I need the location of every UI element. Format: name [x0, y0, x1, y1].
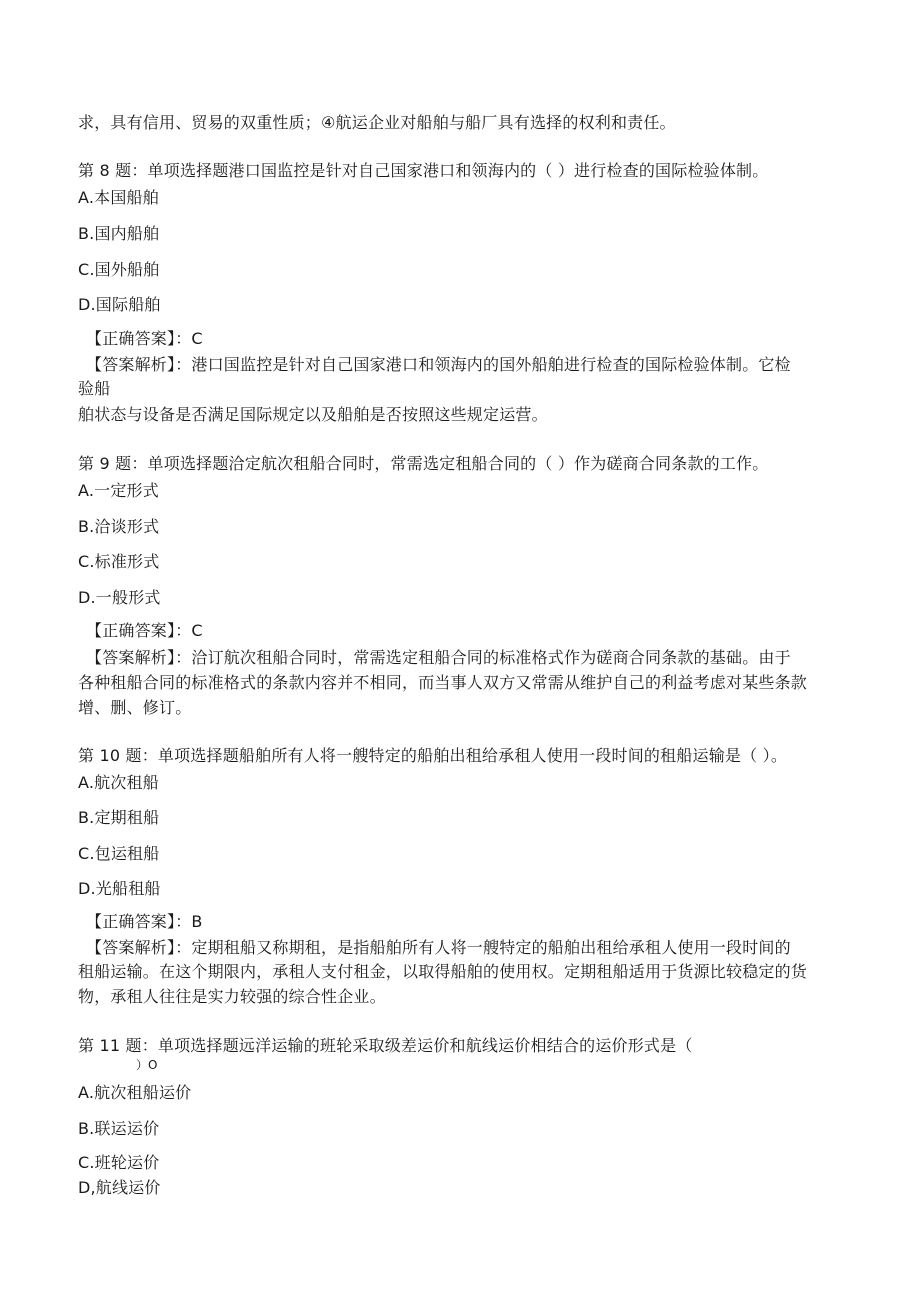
option-a: A.本国船舶 [78, 188, 159, 207]
explanation-line: 舶状态与设备是否满足国际规定以及船舶是否按照这些规定运营。 [78, 405, 548, 424]
question-stem-tail: ）O [136, 1058, 158, 1072]
option-a: A.航次租船 [78, 773, 159, 792]
option-d: D.国际船舶 [78, 295, 161, 314]
explanation-line: 【答案解析】：港口国监控是针对自己国家港口和领海内的国外船舶进行检查的国际检验体制。它检 [86, 355, 791, 374]
intro-line: 求，具有信用、贸易的双重性质；④航运企业对船舶与船厂具有选择的权利和责任。 [78, 113, 676, 132]
explanation-line: 【答案解析】：洽订航次租船合同时，常需选定租船合同的标准格式作为磋商合同条款的基础。由于 [86, 648, 791, 667]
correct-answer: 【正确答案】：C [86, 621, 203, 640]
option-b: B.联运运价 [78, 1119, 160, 1138]
question-stem: 第 11 题：单项选择题远洋运输的班轮采取级差运价和航线运价相结合的运价形式是（ [78, 1036, 693, 1055]
explanation-line: 验船 [78, 379, 111, 398]
explanation-line: 增、删、修订。 [78, 698, 192, 717]
option-c: C.国外船舶 [78, 260, 160, 279]
option-d: D.光船租船 [78, 879, 161, 898]
explanation-line: 各种租船合同的标准格式的条款内容并不相同，而当事人双方又常需从维护自己的利益考虑对某些条款 [78, 673, 808, 692]
correct-answer: 【正确答案】：B [86, 912, 203, 931]
option-b: B.定期租船 [78, 808, 160, 827]
option-b: B.洽谈形式 [78, 517, 160, 536]
explanation-line: 租船运输。在这个期限内，承租人支付租金，以取得船舶的使用权。定期租船适用于货源比较稳定的货 [78, 962, 808, 981]
correct-answer: 【正确答案】：C [86, 329, 203, 348]
option-c: C.班轮运价 [78, 1153, 160, 1172]
option-d: D.一般形式 [78, 588, 161, 607]
option-a: A.航次租船运价 [78, 1083, 192, 1102]
question-stem: 第 8 题：单项选择题港口国监控是针对自己国家港口和领海内的（ ）进行检查的国际检验体制。 [78, 161, 769, 180]
explanation-line: 物，承租人往往是实力较强的综合性企业。 [78, 987, 386, 1006]
explanation-line: 【答案解析】：定期租船又称期租，是指船舶所有人将一艘特定的船舶出租给承租人使用一段时间的 [86, 938, 791, 957]
option-c: C.标准形式 [78, 552, 160, 571]
option-b: B.国内船舶 [78, 224, 160, 243]
question-stem: 第 10 题：单项选择题船舶所有人将一艘特定的船舶出租给承租人使用一段时间的租船运输是（ ）。 [78, 746, 788, 765]
option-d: D,航线运价 [78, 1178, 161, 1197]
option-a: A.一定形式 [78, 481, 159, 500]
question-stem: 第 9 题：单项选择题洽定航次租船合同时，常需选定租船合同的（ ）作为磋商合同条款的工作。 [78, 454, 769, 473]
option-c: C.包运租船 [78, 844, 160, 863]
